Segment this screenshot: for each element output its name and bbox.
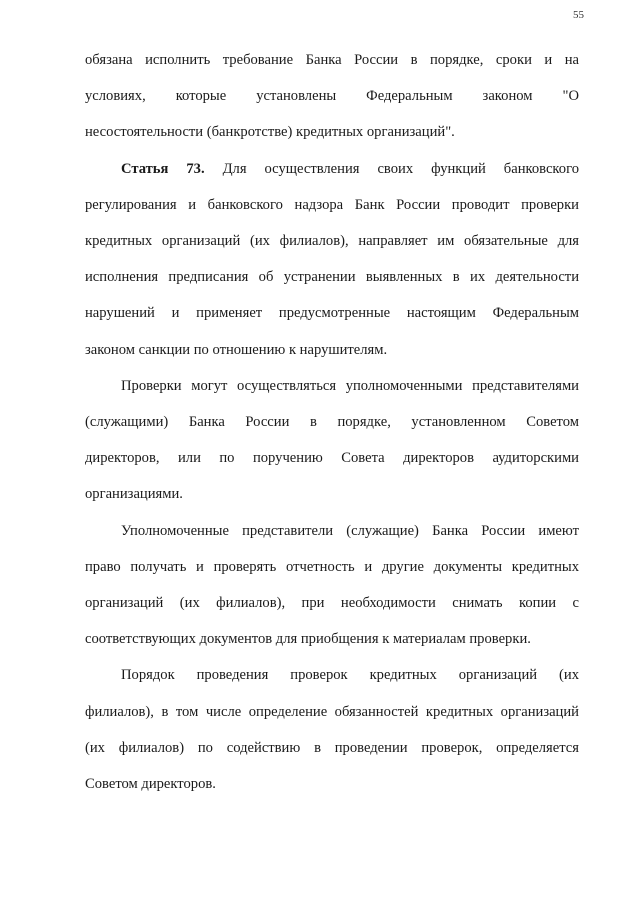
article-73-paragraph (85, 223, 579, 259)
text-line: законом санкции по отношению к нарушителям. (85, 341, 388, 358)
procedure-paragraph (85, 694, 579, 730)
procedure-paragraph (85, 657, 579, 693)
body-text (85, 42, 579, 802)
inspections-paragraph (85, 368, 579, 404)
text-line: директоров, или по поручению Совета директоров аудиторскими (85, 450, 579, 467)
text-line: исполнения предписания об устранении выявленных в их деятельности (85, 269, 579, 286)
representatives-paragraph (85, 513, 579, 549)
inspections-paragraph (85, 440, 579, 476)
text-line: организациями. (85, 486, 183, 503)
paragraph-continuation (85, 78, 579, 114)
text-line: филиалов), в том числе определение обязанностей кредитных организаций (85, 703, 579, 720)
text-line: Для осуществления своих функций банковского (222, 160, 579, 177)
paragraph-continuation (85, 114, 579, 150)
article-73-paragraph (85, 187, 579, 223)
procedure-paragraph (85, 766, 579, 802)
text-line: Проверки могут осуществляться уполномоченными представителями (121, 377, 579, 394)
text-line: несостоятельности (банкротстве) кредитных организаций". (85, 124, 455, 141)
text-line: нарушений и применяет предусмотренные настоящим Федеральным (85, 305, 579, 322)
text-line: право получать и проверять отчетность и другие документы кредитных (85, 558, 579, 575)
text-line: кредитных организаций (их филиалов), направляет им обязательные для (85, 233, 579, 250)
text-line: (служащими) Банка России в порядке, установленном Советом (85, 414, 579, 431)
page-number: 55 (573, 9, 584, 21)
text-line: регулирования и банковского надзора Банк России проводит проверки (85, 196, 579, 213)
representatives-paragraph (85, 621, 579, 657)
text-line: (их филиалов) по содействию в проведении проверок, определяется (85, 739, 579, 756)
article-73-paragraph (85, 151, 579, 187)
inspections-paragraph (85, 476, 579, 512)
article-73-paragraph (85, 332, 579, 368)
article-73-paragraph (85, 295, 579, 331)
text-line: обязана исполнить требование Банка России в порядке, сроки и на (85, 52, 579, 68)
article-73-paragraph (85, 259, 579, 295)
text-line: соответствующих документов для приобщения к материалам проверки. (85, 631, 531, 648)
text-line: условиях, которые установлены Федеральным законом "О (85, 88, 579, 105)
text-line: организаций (их филиалов), при необходимости снимать копии с (85, 595, 579, 612)
article-heading: Статья 73. (121, 160, 205, 177)
representatives-paragraph (85, 585, 579, 621)
text-line: Советом директоров. (85, 776, 216, 793)
paragraph-continuation (85, 42, 579, 78)
representatives-paragraph (85, 549, 579, 585)
text-line: Порядок проведения проверок кредитных организаций (их (121, 667, 579, 684)
procedure-paragraph (85, 730, 579, 766)
text-line: Уполномоченные представители (служащие) Банка России имеют (121, 522, 579, 539)
inspections-paragraph (85, 404, 579, 440)
